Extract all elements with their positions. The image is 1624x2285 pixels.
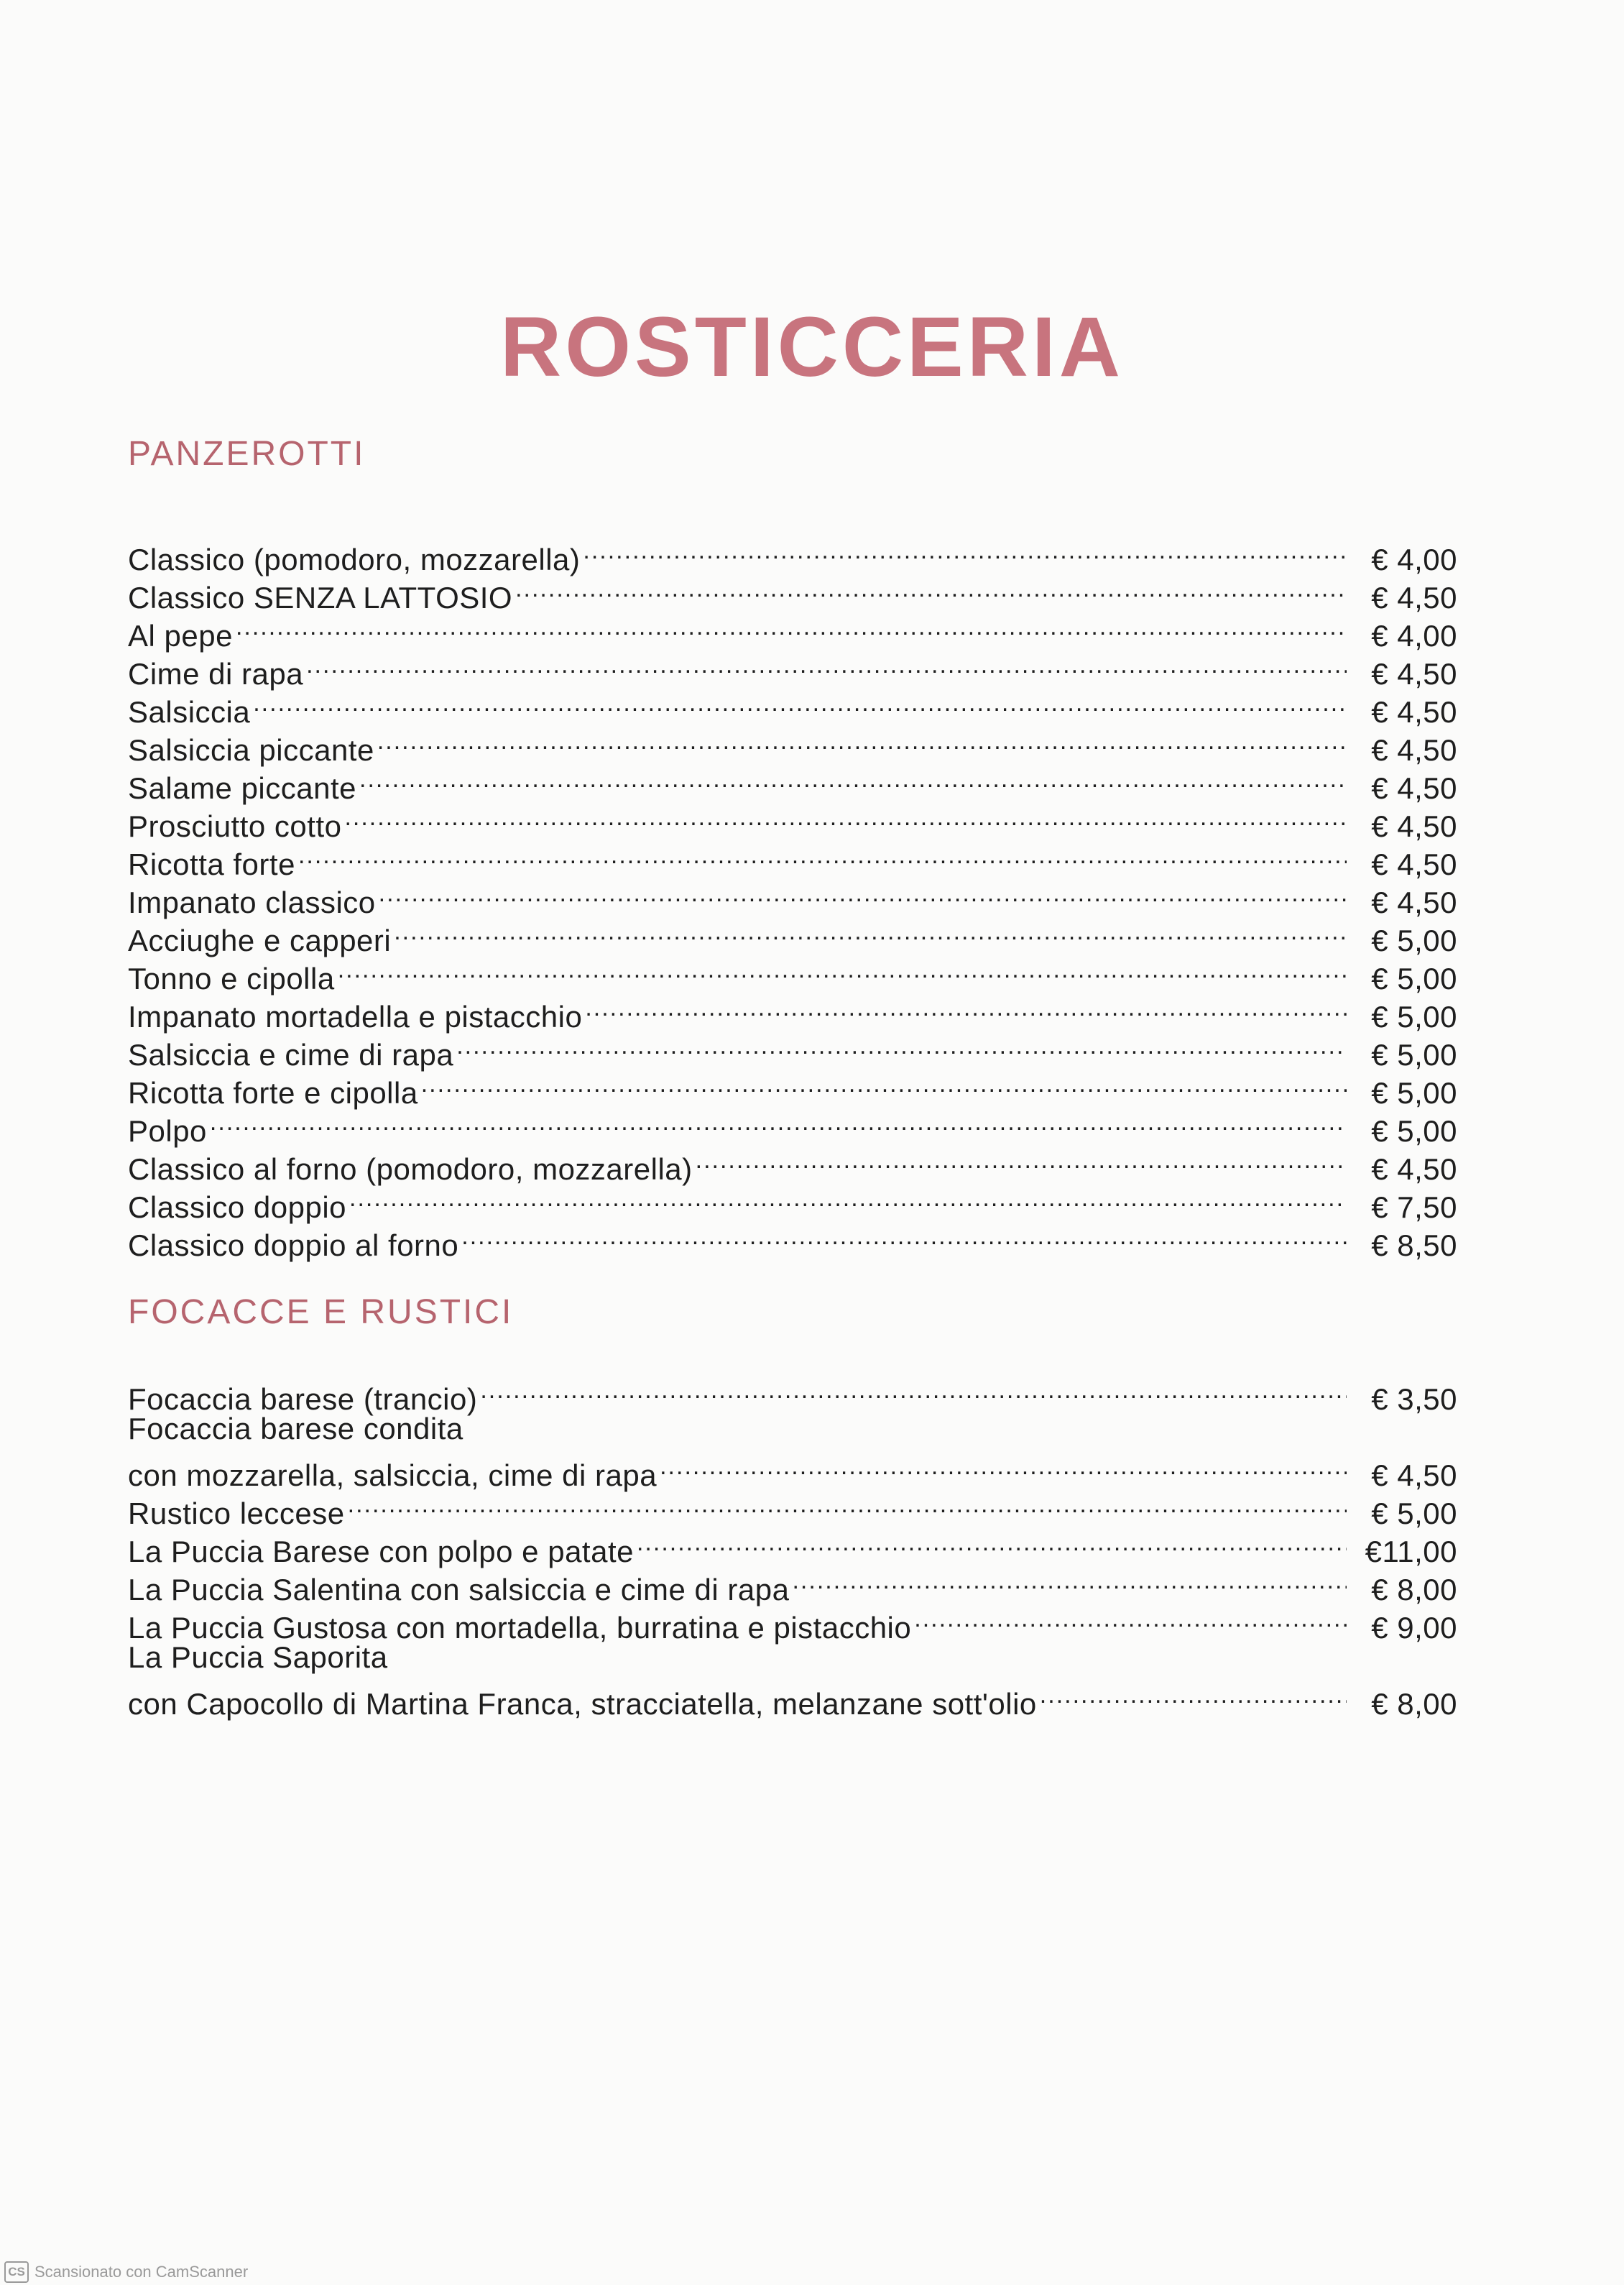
item-name: La Puccia Salentina con salsiccia e cime di rapa xyxy=(128,1573,790,1606)
item-price: € 8,00 xyxy=(1371,1573,1457,1606)
item-name: Tonno e cipolla xyxy=(128,962,335,996)
item-name: Polpo xyxy=(128,1114,207,1148)
item-price: € 5,00 xyxy=(1371,1114,1457,1148)
section-heading-focacce: FOCACCE E RUSTICI xyxy=(128,1293,514,1331)
item-name: La Puccia Barese con polpo e patate xyxy=(128,1535,634,1568)
menu-item xyxy=(128,684,1457,729)
item-price: € 5,00 xyxy=(1371,1496,1457,1530)
item-name-line1: La Puccia Saporita xyxy=(128,1640,388,1674)
item-price: € 4,50 xyxy=(1371,1152,1457,1186)
item-name: Ricotta forte xyxy=(128,847,295,881)
item-name: Classico al forno (pomodoro, mozzarella) xyxy=(128,1152,693,1186)
item-price: € 3,50 xyxy=(1371,1382,1457,1416)
menu-item xyxy=(128,722,1457,767)
item-price: € 5,00 xyxy=(1371,962,1457,996)
item-price: € 5,00 xyxy=(1371,1038,1457,1072)
item-price: €11,00 xyxy=(1365,1535,1457,1568)
dot-leader xyxy=(210,1103,1347,1141)
item-name: con Capocollo di Martina Franca, stracciatella, melanzane sott'olio xyxy=(128,1687,1037,1721)
dot-leader xyxy=(456,1027,1347,1065)
dot-leader xyxy=(914,1600,1347,1638)
item-name: Salsiccia piccante xyxy=(128,733,374,767)
item-price: € 4,50 xyxy=(1371,809,1457,843)
item-name: con mozzarella, salsiccia, cime di rapa xyxy=(128,1458,658,1492)
dot-leader xyxy=(236,608,1347,646)
item-name: Salsiccia e cime di rapa xyxy=(128,1038,454,1072)
dot-leader xyxy=(461,1218,1347,1256)
item-price: € 9,00 xyxy=(1371,1611,1457,1645)
item-name-line1: Focaccia barese condita xyxy=(128,1412,463,1445)
menu-item xyxy=(128,532,1457,576)
dot-leader xyxy=(696,1141,1347,1180)
menu-list-panzerotti xyxy=(128,532,1457,1262)
dot-leader xyxy=(349,1180,1347,1218)
menu-item xyxy=(128,1676,1457,1721)
scanner-footer-text: Scansionato con CamScanner xyxy=(34,2263,249,2281)
dot-leader xyxy=(637,1524,1347,1562)
item-price: € 5,00 xyxy=(1371,1000,1457,1034)
item-price: € 8,50 xyxy=(1371,1228,1457,1262)
item-name: Focaccia barese (trancio) xyxy=(128,1382,478,1416)
item-price: € 4,50 xyxy=(1371,771,1457,805)
dot-leader xyxy=(583,532,1347,570)
item-price: € 8,00 xyxy=(1371,1687,1457,1721)
menu-item xyxy=(128,608,1457,653)
dot-leader xyxy=(338,951,1347,989)
item-price: € 4,00 xyxy=(1371,543,1457,576)
item-price: € 4,50 xyxy=(1371,695,1457,729)
dot-leader xyxy=(377,722,1347,760)
dot-leader xyxy=(1040,1676,1347,1714)
section-heading-panzerotti: PANZEROTTI xyxy=(128,435,366,473)
item-price: € 5,00 xyxy=(1371,924,1457,957)
item-name: Classico (pomodoro, mozzarella) xyxy=(128,543,581,576)
item-name: Cime di rapa xyxy=(128,657,304,691)
dot-leader xyxy=(379,875,1347,913)
item-name: Al pepe xyxy=(128,619,233,653)
item-price: € 5,00 xyxy=(1371,1076,1457,1110)
camscanner-logo-icon: CS xyxy=(4,2261,29,2283)
dot-leader xyxy=(660,1448,1347,1486)
dot-leader xyxy=(480,1371,1347,1410)
dot-leader xyxy=(792,1562,1347,1600)
menu-item xyxy=(128,1371,1457,1416)
dot-leader xyxy=(253,684,1347,722)
item-price: € 4,50 xyxy=(1371,886,1457,919)
dot-leader xyxy=(585,989,1347,1027)
item-name: Rustico leccese xyxy=(128,1496,345,1530)
dot-leader xyxy=(421,1065,1347,1103)
item-name: Salame piccante xyxy=(128,771,357,805)
item-name: Ricotta forte e cipolla xyxy=(128,1076,418,1110)
dot-leader xyxy=(344,799,1347,837)
menu-item xyxy=(128,1448,1457,1492)
item-name: La Puccia Gustosa con mortadella, burratina e pistacchio xyxy=(128,1611,912,1645)
item-price: € 4,50 xyxy=(1371,847,1457,881)
item-price: € 4,50 xyxy=(1371,1458,1457,1492)
item-price: € 4,00 xyxy=(1371,619,1457,653)
scanner-footer xyxy=(4,2261,248,2283)
item-price: € 4,50 xyxy=(1371,733,1457,767)
menu-item xyxy=(128,646,1457,691)
menu-item xyxy=(128,1141,1457,1186)
page-title: ROSTICCERIA xyxy=(500,300,1124,395)
item-name: Prosciutto cotto xyxy=(128,809,342,843)
menu-item xyxy=(128,1103,1457,1148)
item-name: Impanato classico xyxy=(128,886,376,919)
item-name: Classico doppio xyxy=(128,1190,347,1224)
item-price: € 4,50 xyxy=(1371,657,1457,691)
menu-list-focacce xyxy=(128,1371,1457,1721)
item-name: Classico doppio al forno xyxy=(128,1228,459,1262)
item-price: € 7,50 xyxy=(1371,1190,1457,1224)
dot-leader xyxy=(306,646,1347,684)
item-name: Classico SENZA LATTOSIO xyxy=(128,581,513,615)
dot-leader xyxy=(359,760,1347,799)
dot-leader xyxy=(515,570,1347,608)
dot-leader xyxy=(348,1486,1347,1524)
item-name: Impanato mortadella e pistacchio xyxy=(128,1000,583,1034)
item-price: € 4,50 xyxy=(1371,581,1457,615)
dot-leader xyxy=(394,913,1347,951)
menu-item xyxy=(128,837,1457,881)
dot-leader xyxy=(298,837,1347,875)
item-name: Acciughe e capperi xyxy=(128,924,392,957)
menu-item xyxy=(128,875,1457,919)
item-name: Salsiccia xyxy=(128,695,251,729)
